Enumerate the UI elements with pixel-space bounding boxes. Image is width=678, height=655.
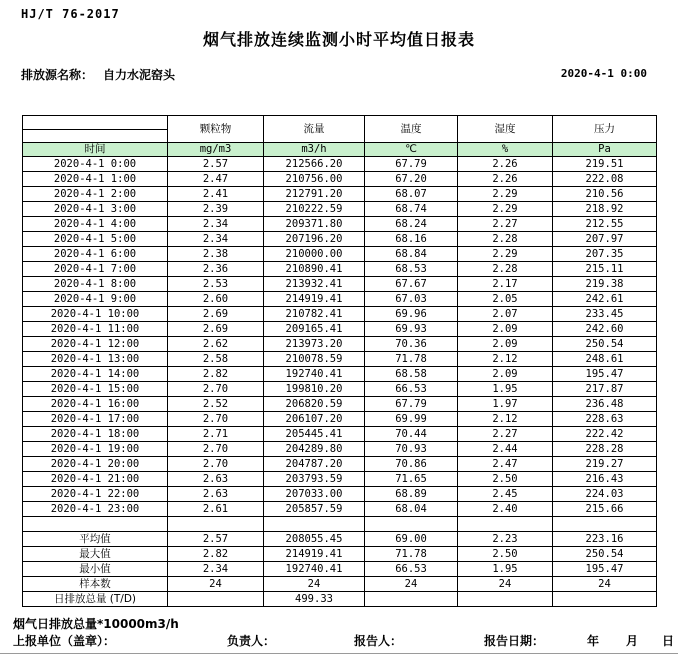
value-cell: 248.61 bbox=[553, 352, 657, 367]
value-cell: 215.66 bbox=[553, 502, 657, 517]
table-row bbox=[23, 442, 657, 457]
value-cell: 68.58 bbox=[365, 367, 458, 382]
value-cell: 2.69 bbox=[168, 307, 264, 322]
value-cell: 2.34 bbox=[168, 562, 264, 577]
value-cell: 67.03 bbox=[365, 292, 458, 307]
value-cell: 2.26 bbox=[458, 157, 553, 172]
value-cell: 204289.80 bbox=[264, 442, 365, 457]
value-cell: 195.47 bbox=[553, 367, 657, 382]
value-cell: 2.28 bbox=[458, 262, 553, 277]
summary-label: 平均值 bbox=[23, 532, 168, 547]
table-row bbox=[23, 157, 657, 172]
value-cell: 212.55 bbox=[553, 217, 657, 232]
unit-cell-humidity: % bbox=[458, 143, 553, 157]
value-cell: 2.29 bbox=[458, 187, 553, 202]
value-cell: 1.95 bbox=[458, 382, 553, 397]
source-name-label: 排放源名称： bbox=[21, 68, 94, 82]
value-cell bbox=[553, 592, 657, 607]
value-cell: 2.34 bbox=[168, 217, 264, 232]
table-row bbox=[23, 232, 657, 247]
value-cell: 2.44 bbox=[458, 442, 553, 457]
value-cell: 499.33 bbox=[264, 592, 365, 607]
table-row bbox=[23, 487, 657, 502]
value-cell: 2.12 bbox=[458, 412, 553, 427]
value-cell: 2.23 bbox=[458, 532, 553, 547]
value-cell: 210000.00 bbox=[264, 247, 365, 262]
time-cell: 2020-4-1 6:00 bbox=[23, 247, 168, 262]
day-label: 日 bbox=[662, 634, 675, 648]
value-cell: 192740.41 bbox=[264, 367, 365, 382]
table-row bbox=[23, 307, 657, 322]
column-header-humidity: 湿度 bbox=[458, 116, 553, 143]
value-cell: 1.97 bbox=[458, 397, 553, 412]
value-cell: 1.95 bbox=[458, 562, 553, 577]
value-cell: 222.42 bbox=[553, 427, 657, 442]
time-cell: 2020-4-1 22:00 bbox=[23, 487, 168, 502]
value-cell: 68.84 bbox=[365, 247, 458, 262]
value-cell: 2.82 bbox=[168, 367, 264, 382]
table-row bbox=[23, 247, 657, 262]
table-row bbox=[23, 292, 657, 307]
column-header-particulate: 颗粒物 bbox=[168, 116, 264, 143]
value-cell: 207196.20 bbox=[264, 232, 365, 247]
value-cell: 2.47 bbox=[168, 172, 264, 187]
value-cell: 68.04 bbox=[365, 502, 458, 517]
time-cell: 2020-4-1 14:00 bbox=[23, 367, 168, 382]
value-cell: 2.47 bbox=[458, 457, 553, 472]
time-cell: 2020-4-1 16:00 bbox=[23, 397, 168, 412]
value-cell: 213973.20 bbox=[264, 337, 365, 352]
value-cell: 2.70 bbox=[168, 412, 264, 427]
value-cell: 233.45 bbox=[553, 307, 657, 322]
value-cell: 205857.59 bbox=[264, 502, 365, 517]
summary-label: 最大值 bbox=[23, 547, 168, 562]
value-cell: 70.36 bbox=[365, 337, 458, 352]
time-cell: 2020-4-1 20:00 bbox=[23, 457, 168, 472]
value-cell: 2.29 bbox=[458, 202, 553, 217]
value-cell: 250.54 bbox=[553, 547, 657, 562]
value-cell: 2.07 bbox=[458, 307, 553, 322]
value-cell: 2.57 bbox=[168, 157, 264, 172]
value-cell: 2.05 bbox=[458, 292, 553, 307]
header-row-pollutants bbox=[23, 116, 657, 130]
bottom-divider bbox=[0, 653, 678, 654]
value-cell: 71.78 bbox=[365, 352, 458, 367]
value-cell: 213932.41 bbox=[264, 277, 365, 292]
value-cell: 2.60 bbox=[168, 292, 264, 307]
value-cell bbox=[264, 517, 365, 532]
summary-row bbox=[23, 547, 657, 562]
value-cell: 203793.59 bbox=[264, 472, 365, 487]
value-cell: 224.03 bbox=[553, 487, 657, 502]
value-cell: 215.11 bbox=[553, 262, 657, 277]
table-row bbox=[23, 472, 657, 487]
value-cell: 70.44 bbox=[365, 427, 458, 442]
signature-row bbox=[0, 632, 678, 648]
value-cell: 195.47 bbox=[553, 562, 657, 577]
table-row bbox=[23, 217, 657, 232]
value-cell: 2.26 bbox=[458, 172, 553, 187]
value-cell bbox=[365, 517, 458, 532]
value-cell: 219.27 bbox=[553, 457, 657, 472]
value-cell bbox=[365, 592, 458, 607]
value-cell: 71.65 bbox=[365, 472, 458, 487]
value-cell: 67.67 bbox=[365, 277, 458, 292]
time-cell: 2020-4-1 18:00 bbox=[23, 427, 168, 442]
value-cell: 69.96 bbox=[365, 307, 458, 322]
table-row bbox=[23, 457, 657, 472]
value-cell: 214919.41 bbox=[264, 292, 365, 307]
value-cell: 69.93 bbox=[365, 322, 458, 337]
value-cell: 2.57 bbox=[168, 532, 264, 547]
value-cell bbox=[168, 592, 264, 607]
summary-label: 日排放总量 (T/D) bbox=[23, 592, 168, 607]
value-cell: 204787.20 bbox=[264, 457, 365, 472]
report-table bbox=[22, 115, 657, 607]
footnote: 烟气日排放总量*10000m3/h bbox=[13, 617, 179, 631]
table-row bbox=[23, 412, 657, 427]
value-cell: 216.43 bbox=[553, 472, 657, 487]
table-row bbox=[23, 322, 657, 337]
value-cell: 210078.59 bbox=[264, 352, 365, 367]
time-cell: 2020-4-1 21:00 bbox=[23, 472, 168, 487]
unit-row bbox=[23, 143, 657, 157]
column-header-temperature: 温度 bbox=[365, 116, 458, 143]
time-cell: 2020-4-1 19:00 bbox=[23, 442, 168, 457]
value-cell: 2.40 bbox=[458, 502, 553, 517]
value-cell: 66.53 bbox=[365, 562, 458, 577]
value-cell: 2.29 bbox=[458, 247, 553, 262]
value-cell bbox=[553, 517, 657, 532]
value-cell: 223.16 bbox=[553, 532, 657, 547]
value-cell: 71.78 bbox=[365, 547, 458, 562]
value-cell: 199810.20 bbox=[264, 382, 365, 397]
time-cell: 2020-4-1 10:00 bbox=[23, 307, 168, 322]
value-cell: 2.41 bbox=[168, 187, 264, 202]
summary-row bbox=[23, 577, 657, 592]
value-cell: 236.48 bbox=[553, 397, 657, 412]
value-cell: 68.74 bbox=[365, 202, 458, 217]
spacer-row bbox=[23, 517, 657, 532]
value-cell: 2.63 bbox=[168, 472, 264, 487]
table-row bbox=[23, 172, 657, 187]
summary-label: 最小值 bbox=[23, 562, 168, 577]
report-datetime: 2020-4-1 0:00 bbox=[560, 67, 647, 80]
value-cell: 2.50 bbox=[458, 472, 553, 487]
value-cell: 210890.41 bbox=[264, 262, 365, 277]
summary-row bbox=[23, 562, 657, 577]
value-cell: 70.86 bbox=[365, 457, 458, 472]
value-cell: 67.79 bbox=[365, 397, 458, 412]
table-row bbox=[23, 262, 657, 277]
value-cell: 2.27 bbox=[458, 217, 553, 232]
time-cell: 2020-4-1 1:00 bbox=[23, 172, 168, 187]
value-cell: 207033.00 bbox=[264, 487, 365, 502]
value-cell: 67.20 bbox=[365, 172, 458, 187]
value-cell: 2.58 bbox=[168, 352, 264, 367]
value-cell: 214919.41 bbox=[264, 547, 365, 562]
value-cell: 209165.41 bbox=[264, 322, 365, 337]
summary-row bbox=[23, 592, 657, 607]
value-cell: 68.24 bbox=[365, 217, 458, 232]
value-cell: 68.16 bbox=[365, 232, 458, 247]
value-cell: 208055.45 bbox=[264, 532, 365, 547]
value-cell: 2.52 bbox=[168, 397, 264, 412]
column-header-pressure: 压力 bbox=[553, 116, 657, 143]
value-cell: 2.70 bbox=[168, 457, 264, 472]
value-cell: 24 bbox=[168, 577, 264, 592]
table-row bbox=[23, 367, 657, 382]
value-cell: 66.53 bbox=[365, 382, 458, 397]
value-cell: 212566.20 bbox=[264, 157, 365, 172]
value-cell: 24 bbox=[264, 577, 365, 592]
time-cell: 2020-4-1 15:00 bbox=[23, 382, 168, 397]
value-cell: 228.63 bbox=[553, 412, 657, 427]
table-row bbox=[23, 397, 657, 412]
reporting-unit-label: 上报单位（盖章）： bbox=[13, 634, 116, 648]
page-title: 烟气排放连续监测小时平均值日报表 bbox=[202, 30, 475, 49]
value-cell: 222.08 bbox=[553, 172, 657, 187]
time-cell: 2020-4-1 2:00 bbox=[23, 187, 168, 202]
value-cell: 24 bbox=[553, 577, 657, 592]
value-cell: 2.53 bbox=[168, 277, 264, 292]
table-row bbox=[23, 187, 657, 202]
value-cell: 210756.00 bbox=[264, 172, 365, 187]
value-cell: 218.92 bbox=[553, 202, 657, 217]
unit-cell-pressure: Pa bbox=[553, 143, 657, 157]
value-cell: 2.09 bbox=[458, 337, 553, 352]
table-row bbox=[23, 277, 657, 292]
value-cell: 217.87 bbox=[553, 382, 657, 397]
value-cell: 207.97 bbox=[553, 232, 657, 247]
time-cell: 2020-4-1 4:00 bbox=[23, 217, 168, 232]
time-cell: 2020-4-1 7:00 bbox=[23, 262, 168, 277]
value-cell: 68.89 bbox=[365, 487, 458, 502]
value-cell bbox=[458, 517, 553, 532]
time-cell: 2020-4-1 5:00 bbox=[23, 232, 168, 247]
value-cell: 219.38 bbox=[553, 277, 657, 292]
time-cell: 2020-4-1 13:00 bbox=[23, 352, 168, 367]
value-cell: 2.28 bbox=[458, 232, 553, 247]
value-cell: 70.93 bbox=[365, 442, 458, 457]
value-cell: 2.09 bbox=[458, 322, 553, 337]
value-cell: 242.61 bbox=[553, 292, 657, 307]
table-row bbox=[23, 427, 657, 442]
time-cell: 2020-4-1 23:00 bbox=[23, 502, 168, 517]
value-cell: 2.45 bbox=[458, 487, 553, 502]
time-cell: 2020-4-1 12:00 bbox=[23, 337, 168, 352]
value-cell: 212791.20 bbox=[264, 187, 365, 202]
unit-cell-particulate: mg/m3 bbox=[168, 143, 264, 157]
table-body bbox=[23, 157, 657, 607]
unit-cell-flow: m3/h bbox=[264, 143, 365, 157]
value-cell: 210222.59 bbox=[264, 202, 365, 217]
value-cell: 2.82 bbox=[168, 547, 264, 562]
time-cell: 2020-4-1 3:00 bbox=[23, 202, 168, 217]
value-cell: 69.99 bbox=[365, 412, 458, 427]
value-cell: 2.38 bbox=[168, 247, 264, 262]
value-cell: 207.35 bbox=[553, 247, 657, 262]
month-label: 月 bbox=[626, 634, 639, 648]
reporter-label: 报告人： bbox=[354, 634, 403, 648]
value-cell: 210.56 bbox=[553, 187, 657, 202]
value-cell: 2.39 bbox=[168, 202, 264, 217]
value-cell: 2.36 bbox=[168, 262, 264, 277]
value-cell: 210782.41 bbox=[264, 307, 365, 322]
time-cell: 2020-4-1 17:00 bbox=[23, 412, 168, 427]
value-cell: 242.60 bbox=[553, 322, 657, 337]
value-cell: 219.51 bbox=[553, 157, 657, 172]
table-row bbox=[23, 202, 657, 217]
value-cell: 2.71 bbox=[168, 427, 264, 442]
value-cell: 2.70 bbox=[168, 382, 264, 397]
value-cell: 2.12 bbox=[458, 352, 553, 367]
standard-code: HJ/T 76-2017 bbox=[21, 7, 120, 21]
value-cell: 69.00 bbox=[365, 532, 458, 547]
value-cell: 2.63 bbox=[168, 487, 264, 502]
value-cell: 2.62 bbox=[168, 337, 264, 352]
value-cell: 2.69 bbox=[168, 322, 264, 337]
time-cell: 2020-4-1 9:00 bbox=[23, 292, 168, 307]
time-header-cell: 时间 bbox=[23, 143, 168, 157]
value-cell: 67.79 bbox=[365, 157, 458, 172]
time-cell: 2020-4-1 8:00 bbox=[23, 277, 168, 292]
value-cell: 2.61 bbox=[168, 502, 264, 517]
table-row bbox=[23, 502, 657, 517]
value-cell: 206107.20 bbox=[264, 412, 365, 427]
value-cell: 2.34 bbox=[168, 232, 264, 247]
value-cell: 2.27 bbox=[458, 427, 553, 442]
value-cell: 228.28 bbox=[553, 442, 657, 457]
value-cell bbox=[458, 592, 553, 607]
table-row bbox=[23, 352, 657, 367]
value-cell bbox=[168, 517, 264, 532]
corner-cell-bottom bbox=[23, 130, 168, 143]
value-cell: 2.50 bbox=[458, 547, 553, 562]
value-cell: 2.17 bbox=[458, 277, 553, 292]
column-header-flow: 流量 bbox=[264, 116, 365, 143]
value-cell: 209371.80 bbox=[264, 217, 365, 232]
time-cell: 2020-4-1 0:00 bbox=[23, 157, 168, 172]
table-row bbox=[23, 382, 657, 397]
responsible-label: 负责人： bbox=[227, 634, 276, 648]
value-cell: 192740.41 bbox=[264, 562, 365, 577]
source-row bbox=[21, 66, 647, 82]
report-date-label: 报告日期： bbox=[484, 634, 545, 648]
time-cell: 2020-4-1 11:00 bbox=[23, 322, 168, 337]
value-cell: 205445.41 bbox=[264, 427, 365, 442]
value-cell: 68.07 bbox=[365, 187, 458, 202]
source-name-value: 自力水泥窑头 bbox=[103, 68, 176, 82]
value-cell: 206820.59 bbox=[264, 397, 365, 412]
value-cell: 68.53 bbox=[365, 262, 458, 277]
table-row bbox=[23, 337, 657, 352]
value-cell: 250.54 bbox=[553, 337, 657, 352]
year-label: 年 bbox=[587, 634, 600, 648]
corner-cell-top bbox=[23, 116, 168, 130]
spacer-cell bbox=[23, 517, 168, 532]
value-cell: 24 bbox=[458, 577, 553, 592]
summary-row bbox=[23, 532, 657, 547]
value-cell: 2.09 bbox=[458, 367, 553, 382]
unit-cell-temperature: ℃ bbox=[365, 143, 458, 157]
value-cell: 24 bbox=[365, 577, 458, 592]
summary-label: 样本数 bbox=[23, 577, 168, 592]
value-cell: 2.70 bbox=[168, 442, 264, 457]
